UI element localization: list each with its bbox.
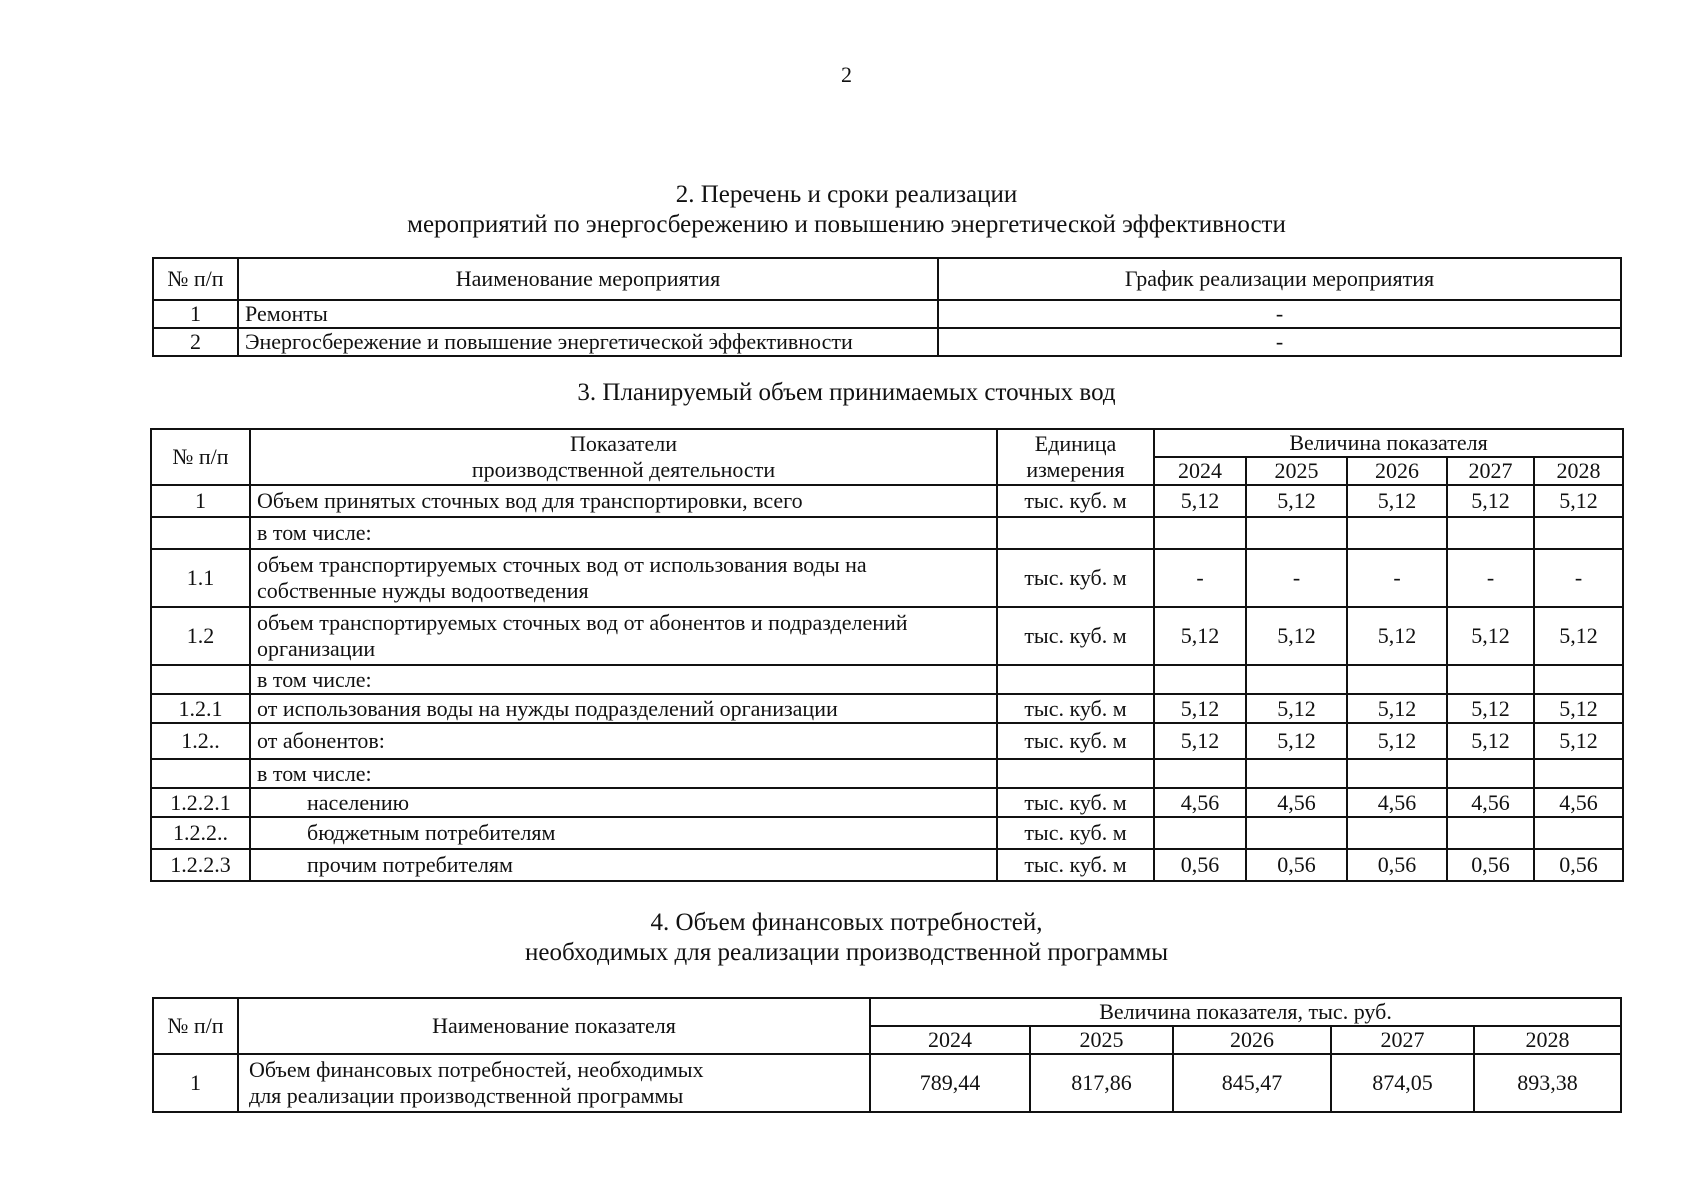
row-name-line1: Объем финансовых потребностей, необходимых (249, 1057, 704, 1082)
row-value: 845,47 (1173, 1054, 1331, 1112)
row-value: 789,44 (870, 1054, 1030, 1112)
row-schedule: - (938, 328, 1621, 356)
row-value (1534, 665, 1623, 694)
wastewater-table (150, 428, 1624, 882)
row-value: 5,12 (1154, 694, 1246, 723)
row-value (1447, 759, 1534, 788)
row-name: в том числе: (250, 665, 997, 694)
header-year: 2027 (1447, 457, 1534, 485)
row-value: - (1447, 549, 1534, 607)
header-year: 2027 (1331, 1026, 1474, 1054)
header-num: № п/п (151, 429, 250, 485)
row-value: 4,56 (1447, 788, 1534, 817)
row-num: 1 (153, 300, 238, 328)
row-value (1347, 817, 1447, 849)
row-unit (997, 517, 1154, 549)
row-value (1246, 665, 1347, 694)
header-year: 2024 (870, 1026, 1030, 1054)
row-value (1447, 817, 1534, 849)
row-value: 5,12 (1534, 607, 1623, 665)
row-value (1534, 759, 1623, 788)
section4-title-line1: 4. Объем финансовых потребностей, (650, 909, 1043, 936)
row-name: от абонентов: (250, 723, 997, 759)
table-row (153, 328, 1621, 356)
financial-needs-table (152, 997, 1622, 1113)
header-year: 2024 (1154, 457, 1246, 485)
row-value (1347, 517, 1447, 549)
row-value: 5,12 (1246, 694, 1347, 723)
row-num (151, 665, 250, 694)
row-name: Энергосбережение и повышение энергетической эффективности (238, 328, 938, 356)
row-value: - (1154, 549, 1246, 607)
row-value: 5,12 (1447, 607, 1534, 665)
row-unit: тыс. куб. м (997, 694, 1154, 723)
table-row (151, 517, 1623, 549)
row-value: 5,12 (1534, 694, 1623, 723)
header-unit-line1: Единица (1034, 431, 1117, 456)
table-row (151, 549, 1623, 607)
row-value: 5,12 (1447, 485, 1534, 517)
row-value: 5,12 (1347, 485, 1447, 517)
row-value (1154, 817, 1246, 849)
row-num: 1 (153, 1054, 238, 1112)
row-name-line2: для реализации производственной программы (249, 1083, 684, 1108)
header-indicators (250, 429, 997, 485)
row-value (1347, 665, 1447, 694)
table-row (151, 607, 1623, 665)
header-num: № п/п (153, 998, 238, 1054)
row-value: 4,56 (1347, 788, 1447, 817)
header-unit (997, 429, 1154, 485)
row-value: - (1534, 549, 1623, 607)
header-year: 2028 (1474, 1026, 1621, 1054)
section2-title-line1: 2. Перечень и сроки реализации (675, 181, 1018, 208)
header-year: 2026 (1173, 1026, 1331, 1054)
row-num: 1.2.2.. (151, 817, 250, 849)
section4-title-line2: необходимых для реализации производственной программы (524, 939, 1168, 966)
row-num: 1.2.. (151, 723, 250, 759)
section2-title (0, 180, 1693, 240)
table-row (151, 817, 1623, 849)
row-value: - (1347, 549, 1447, 607)
row-num (151, 759, 250, 788)
row-name: прочим потребителям (250, 849, 997, 881)
header-num: № п/п (153, 258, 238, 300)
row-num: 1.2.2.1 (151, 788, 250, 817)
header-schedule: График реализации мероприятия (938, 258, 1621, 300)
row-unit: тыс. куб. м (997, 549, 1154, 607)
row-schedule: - (938, 300, 1621, 328)
row-num (151, 517, 250, 549)
row-value (1154, 517, 1246, 549)
row-unit: тыс. куб. м (997, 849, 1154, 881)
table-row (151, 849, 1623, 881)
row-unit: тыс. куб. м (997, 788, 1154, 817)
row-value (1246, 759, 1347, 788)
row-value: 0,56 (1246, 849, 1347, 881)
row-name: объем транспортируемых сточных вод от абонентов и подразделений организации (250, 607, 997, 665)
header-measure-name: Наименование мероприятия (238, 258, 938, 300)
row-unit: тыс. куб. м (997, 723, 1154, 759)
row-name: в том числе: (250, 759, 997, 788)
row-value: 4,56 (1534, 788, 1623, 817)
row-value: 817,86 (1030, 1054, 1173, 1112)
header-year: 2028 (1534, 457, 1623, 485)
row-name: объем транспортируемых сточных вод от использования воды на собственные нужды водоотведения (250, 549, 997, 607)
row-value: 5,12 (1246, 485, 1347, 517)
header-year: 2025 (1030, 1026, 1173, 1054)
row-num: 1.2.1 (151, 694, 250, 723)
row-value: - (1246, 549, 1347, 607)
row-value: 0,56 (1534, 849, 1623, 881)
row-unit: тыс. куб. м (997, 817, 1154, 849)
row-value: 874,05 (1331, 1054, 1474, 1112)
row-num: 2 (153, 328, 238, 356)
row-value: 5,12 (1246, 723, 1347, 759)
row-value: 5,12 (1534, 723, 1623, 759)
table-row (151, 759, 1623, 788)
table-row (151, 723, 1623, 759)
row-value: 5,12 (1347, 607, 1447, 665)
row-value: 5,12 (1154, 723, 1246, 759)
row-value: 0,56 (1154, 849, 1246, 881)
row-num: 1.2 (151, 607, 250, 665)
header-year: 2025 (1246, 457, 1347, 485)
row-unit: тыс. куб. м (997, 607, 1154, 665)
row-name: бюджетным потребителям (250, 817, 997, 849)
row-value: 5,12 (1447, 694, 1534, 723)
row-name: Объем принятых сточных вод для транспортировки, всего (250, 485, 997, 517)
row-value: 5,12 (1154, 485, 1246, 517)
table-row (151, 694, 1623, 723)
table-row (151, 665, 1623, 694)
row-name (238, 1054, 870, 1112)
row-unit: тыс. куб. м (997, 485, 1154, 517)
row-name: от использования воды на нужды подразделений организации (250, 694, 997, 723)
row-value (1246, 817, 1347, 849)
row-value: 5,12 (1347, 723, 1447, 759)
row-name: Ремонты (238, 300, 938, 328)
row-value: 5,12 (1447, 723, 1534, 759)
page-number: 2 (841, 62, 852, 87)
table-row (153, 300, 1621, 328)
row-name: в том числе: (250, 517, 997, 549)
row-unit (997, 759, 1154, 788)
section2-title-line2: мероприятий по энергосбережению и повышению энергетической эффективности (407, 211, 1286, 238)
row-value (1154, 759, 1246, 788)
row-value (1534, 517, 1623, 549)
row-name: населению (250, 788, 997, 817)
row-value (1246, 517, 1347, 549)
header-indicators-line1: Показатели (569, 431, 678, 456)
row-num: 1.1 (151, 549, 250, 607)
row-value: 4,56 (1246, 788, 1347, 817)
header-value: Величина показателя (1154, 429, 1623, 457)
row-value (1447, 517, 1534, 549)
header-value: Величина показателя, тыс. руб. (870, 998, 1621, 1026)
header-indicator-name: Наименование показателя (238, 998, 870, 1054)
row-value: 4,56 (1154, 788, 1246, 817)
row-value (1534, 817, 1623, 849)
row-value: 0,56 (1347, 849, 1447, 881)
measures-table (152, 257, 1622, 357)
row-value (1447, 665, 1534, 694)
section3-title: 3. Планируемый объем принимаемых сточных вод (577, 379, 1116, 406)
row-unit (997, 665, 1154, 694)
row-value: 5,12 (1347, 694, 1447, 723)
row-value: 5,12 (1246, 607, 1347, 665)
row-value: 5,12 (1534, 485, 1623, 517)
header-unit-line2: измерения (1026, 457, 1125, 482)
table-row (151, 788, 1623, 817)
row-value: 0,56 (1447, 849, 1534, 881)
row-value: 893,38 (1474, 1054, 1621, 1112)
table-row (151, 485, 1623, 517)
header-year: 2026 (1347, 457, 1447, 485)
table-row (153, 1054, 1621, 1112)
row-num: 1.2.2.3 (151, 849, 250, 881)
row-value (1154, 665, 1246, 694)
header-indicators-line2: производственной деятельности (471, 457, 776, 482)
row-value: 5,12 (1154, 607, 1246, 665)
section4-title (0, 908, 1693, 968)
row-num: 1 (151, 485, 250, 517)
row-value (1347, 759, 1447, 788)
